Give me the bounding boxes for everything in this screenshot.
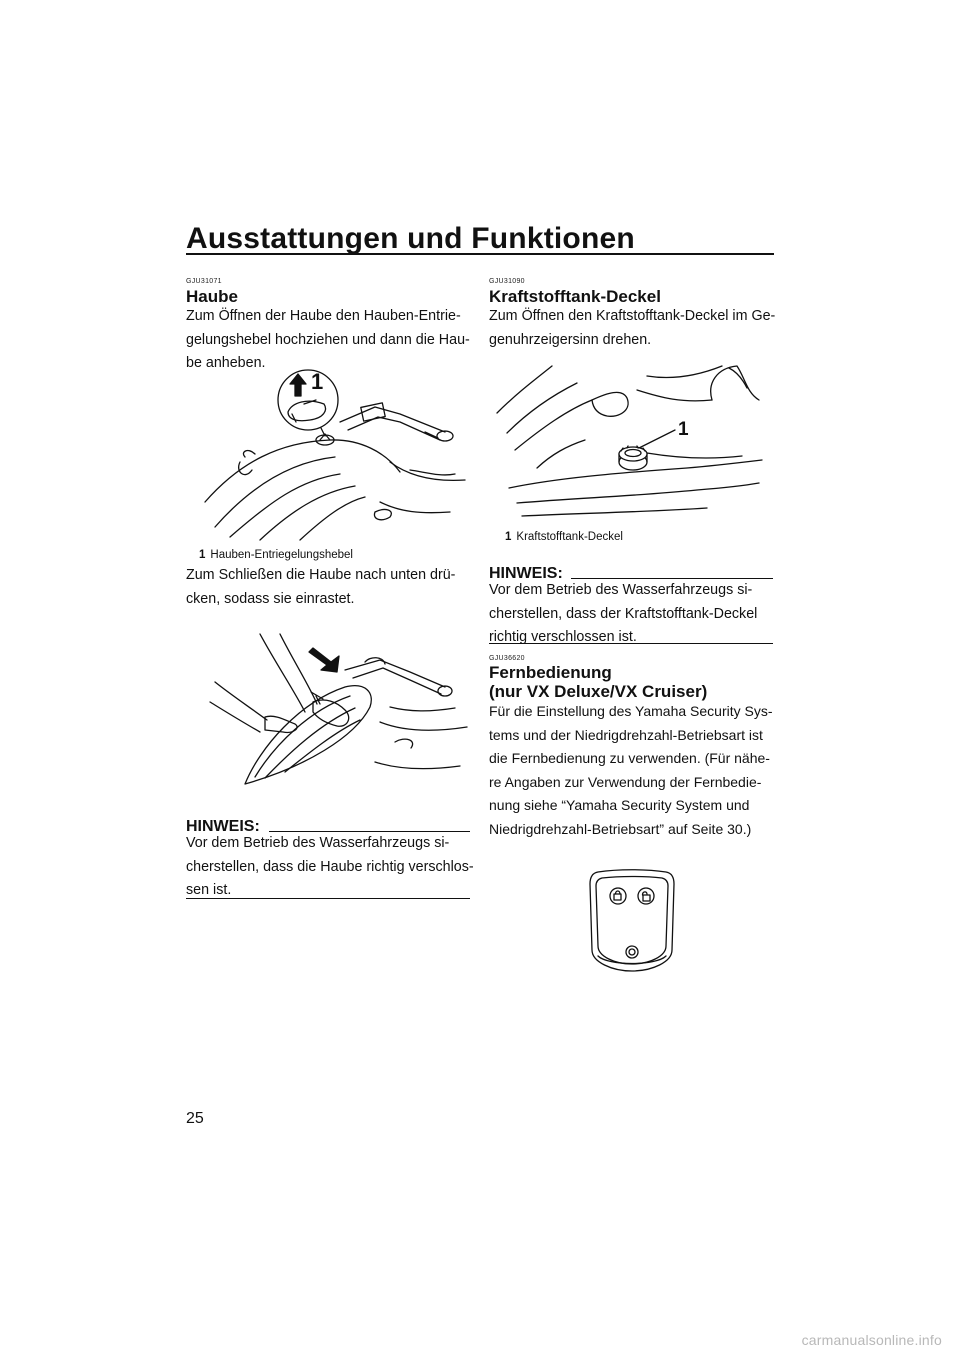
- hood-heading: Haube: [186, 287, 238, 306]
- fuel-cap-note-end-rule: [489, 643, 773, 644]
- fuel-cap-figure-caption: 1 Kraftstofftank-Deckel: [505, 531, 623, 543]
- hood-note-end-rule: [186, 898, 470, 899]
- title-rule: [186, 253, 774, 255]
- hood-closing-illustration: [205, 632, 470, 792]
- remote-heading: Fernbedienung (nur VX Deluxe/VX Cruiser): [489, 663, 708, 701]
- section-code-fuel-cap: GJU31090: [489, 278, 525, 285]
- section-code-hood: GJU31071: [186, 278, 222, 285]
- hood-open-text: Zum Öffnen der Haube den Hauben-Entrie- gelungshebel hochziehen und dann die Hau- be anheben.: [186, 308, 470, 371]
- watermark: carmanualsonline.info: [801, 1332, 942, 1348]
- fuel-cap-text: Zum Öffnen den Kraftstofftank-Deckel im Ge- genuhrzeigersinn drehen.: [489, 308, 776, 348]
- hood-note-heading: HINWEIS:: [186, 818, 260, 835]
- remote-control-illustration: [588, 868, 676, 973]
- hood-close-text: Zum Schließen die Haube nach unten drü- cken, sodass sie einrastet.: [186, 567, 456, 607]
- remote-text: Für die Einstellung des Yamaha Security Sys- tems und der Niedrigdrehzahl-Betriebsart ist die Fernbedienung zu verwenden. (Für nähe- re Angaben zur Verwendung der Fernbedie- nung siehe “Yamaha Security System und Niedrigdrehzahl-Betriebsart” auf Seite 30.): [489, 703, 773, 837]
- page-number: 25: [186, 1110, 204, 1127]
- hood-release-illustration: [200, 362, 470, 542]
- figure-callout-1: 1: [311, 369, 324, 394]
- hood-note-text: Vor dem Betrieb des Wasserfahrzeugs si- cherstellen, dass die Haube richtig verschlos- sen ist.: [186, 835, 474, 898]
- figure-callout-fuel-cap: 1: [678, 419, 689, 440]
- page-title: Ausstattungen und Funktionen: [186, 222, 635, 255]
- hood-figure-caption: 1 Hauben-Entriegelungshebel: [199, 549, 353, 561]
- fuel-cap-note-text: Vor dem Betrieb des Wasserfahrzeugs si- cherstellen, dass der Kraftstofftank-Deckel richtig verschlossen ist.: [489, 582, 758, 645]
- section-code-remote: GJU36620: [489, 655, 525, 662]
- fuel-cap-heading: Kraftstofftank-Deckel: [489, 287, 661, 306]
- fuel-cap-note-heading: HINWEIS:: [489, 565, 563, 582]
- fuel-cap-illustration: [497, 358, 767, 523]
